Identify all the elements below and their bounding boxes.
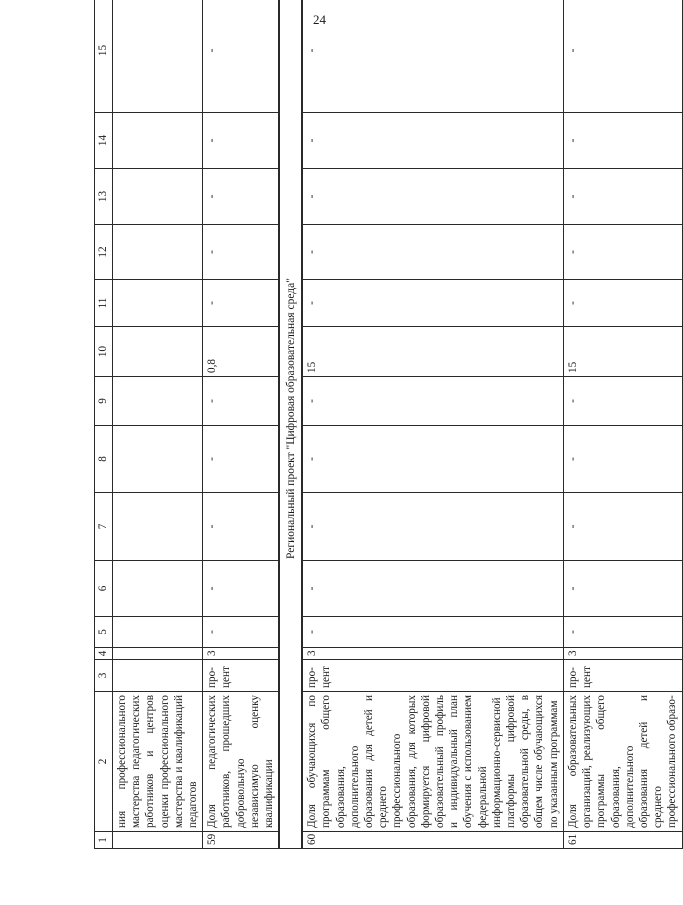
value-cell xyxy=(113,493,203,561)
value-cell xyxy=(113,0,203,113)
value-cell: - xyxy=(563,426,682,493)
indicators-table xyxy=(94,0,683,849)
header-cell: 8 xyxy=(95,426,113,493)
value-cell xyxy=(113,225,203,280)
header-cell: 13 xyxy=(95,169,113,225)
value-cell: - xyxy=(203,617,280,648)
table-row xyxy=(302,0,563,849)
header-cell: 14 xyxy=(95,113,113,169)
header-cell: 12 xyxy=(95,225,113,280)
unit-cell: про- цент xyxy=(563,660,682,692)
value-cell: - xyxy=(203,0,280,113)
value-cell: - xyxy=(203,280,280,327)
value-cell: 15 xyxy=(563,327,682,377)
row-number: 59 xyxy=(203,832,280,849)
value-cell xyxy=(113,617,203,648)
unit-cell: про- цент xyxy=(302,660,563,692)
base-value-cell xyxy=(113,648,203,660)
value-cell: - xyxy=(302,169,563,225)
indicator-name: Доля образовательных организаций, реализующих программы общего образования, дополнительного образования детей и среднего профессионального образо- xyxy=(563,692,682,832)
header-cell: 5 xyxy=(95,617,113,648)
value-cell: - xyxy=(302,426,563,493)
table-row xyxy=(563,0,682,849)
value-cell: - xyxy=(203,377,280,426)
page-number: 24 xyxy=(313,12,326,27)
header-cell: 10 xyxy=(95,327,113,377)
value-cell: - xyxy=(563,225,682,280)
section-row xyxy=(279,0,302,849)
unit-cell: про- цент xyxy=(203,660,280,692)
header-cell: 3 xyxy=(95,660,113,692)
table-row xyxy=(113,0,203,849)
header-cell: 6 xyxy=(95,561,113,617)
value-cell: - xyxy=(302,617,563,648)
indicator-name: ния профессионального мастерства педагогических работников и центров оценки профессионального мастерства и квалификаций педагогов xyxy=(113,692,203,832)
header-cell: 11 xyxy=(95,280,113,327)
value-cell: - xyxy=(563,113,682,169)
value-cell xyxy=(113,169,203,225)
value-cell: - xyxy=(203,113,280,169)
value-cell: - xyxy=(203,225,280,280)
value-cell xyxy=(113,426,203,493)
header-cell: 7 xyxy=(95,493,113,561)
value-cell xyxy=(113,280,203,327)
value-cell xyxy=(113,561,203,617)
header-cell: 15 xyxy=(95,0,113,113)
header-cell: 2 xyxy=(95,692,113,832)
base-value-cell: 3 xyxy=(302,648,563,660)
row-number: 61 xyxy=(563,832,682,849)
section-title: Региональный проект "Цифровая образовательная среда" xyxy=(279,0,302,849)
value-cell xyxy=(113,377,203,426)
value-cell: - xyxy=(563,377,682,426)
row-number: 60 xyxy=(302,832,563,849)
value-cell: - xyxy=(563,493,682,561)
base-value-cell: 3 xyxy=(563,648,682,660)
value-cell: - xyxy=(302,377,563,426)
unit-cell xyxy=(113,660,203,692)
indicator-name: Доля обучающихся по программам общего образования, дополнительного образования для детей и среднего профессионального образования, для которых формируется цифровой образовательный профиль и индивидуальный план обучения с использованием федеральной информационно-сервисной платформы цифровой образовательной среды, в общем числе обучающихся по указанным программам xyxy=(302,692,563,832)
base-value-cell: 3 xyxy=(203,648,280,660)
value-cell: - xyxy=(302,113,563,169)
value-cell: - xyxy=(203,493,280,561)
header-cell: 4 xyxy=(95,648,113,660)
value-cell: 15 xyxy=(302,327,563,377)
value-cell: - xyxy=(203,426,280,493)
header-cell: 1 xyxy=(95,832,113,849)
value-cell: - xyxy=(302,561,563,617)
value-cell: - xyxy=(302,0,563,113)
value-cell: - xyxy=(203,169,280,225)
indicator-name: Доля педагогических работников, прошедших добровольную независимую оценку квалификации xyxy=(203,692,280,832)
value-cell: - xyxy=(563,561,682,617)
header-cell: 9 xyxy=(95,377,113,426)
value-cell: - xyxy=(302,280,563,327)
value-cell: - xyxy=(563,617,682,648)
value-cell: - xyxy=(563,169,682,225)
rotated-table-container xyxy=(94,39,679,849)
header-row xyxy=(95,0,113,849)
value-cell: - xyxy=(203,561,280,617)
value-cell xyxy=(113,327,203,377)
table-row xyxy=(203,0,280,849)
value-cell xyxy=(113,113,203,169)
value-cell: - xyxy=(563,0,682,113)
value-cell: - xyxy=(563,280,682,327)
value-cell: - xyxy=(302,225,563,280)
row-number xyxy=(113,832,203,849)
value-cell: - xyxy=(302,493,563,561)
value-cell: 0,8 xyxy=(203,327,280,377)
